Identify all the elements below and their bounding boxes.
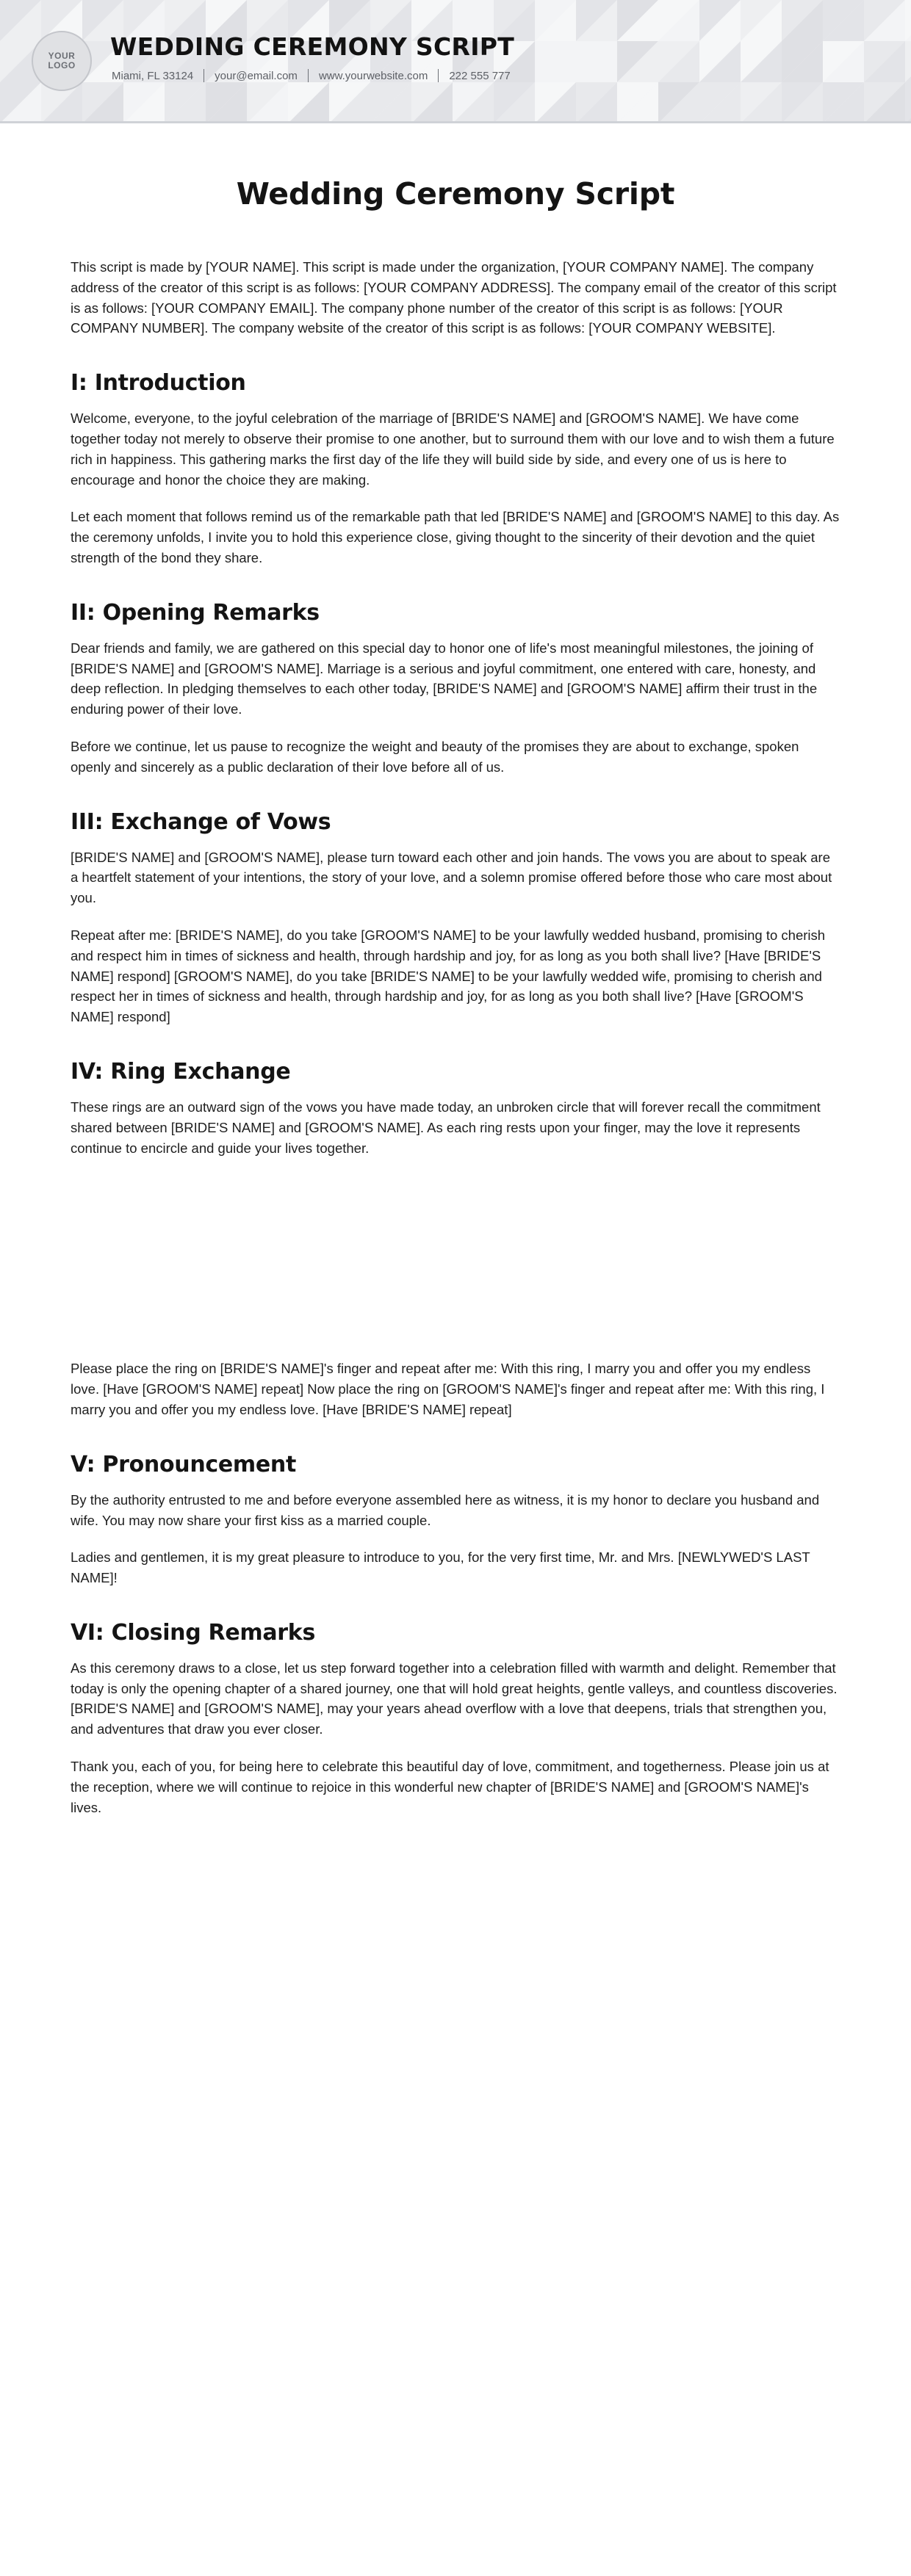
section-paragraph: Repeat after me: [BRIDE'S NAME], do you take [GROOM'S NAME] to be your lawfully wedded husband, promising to cherish and respect him in times of sickness and health, through hardship and joy, for as long as you both shall live? [Have [BRIDE'S NAME] respond] [GROOM'S NAME], do you take [BRIDE'S NAME] to be your lawfully wedded wife, promising to cherish and respect her in times of sickness and health, through hardship and joy, for as long as you both shall live? [Have [GROOM'S NAME] respond]	[71, 927, 826, 1025]
section-heading: IV: Ring Exchange	[71, 1058, 291, 1085]
contact-address: Miami, FL 33124	[112, 69, 194, 82]
pattern-triangle	[905, 41, 911, 82]
section-paragraph: Ladies and gentlemen, it is my great pleasure to introduce to you, for the very first time, Mr. and Mrs. [NEWLYWED'S LAST NAME]!	[71, 1549, 810, 1586]
section-paragraph: By the authority entrusted to me and before everyone assembled here as witness, it is my honor to declare you husband and wife. You may now share your first kiss as a married couple.	[71, 1491, 820, 1528]
intro-paragraph: This script is made by [YOUR NAME]. This script is made under the organization, [YOUR COMPANY NAME]. The company address of the creator of this script is as follows: [YOUR COMPANY ADDRESS]. The company email of the creator of this script is as follows: [YOUR COMPANY EMAIL]. The company phone number of the creator of this script is as follows: [YOUR COMPANY NUMBER]. The company website of the creator of this script is as follows: [YOUR COMPANY WEBSITE].	[71, 259, 837, 336]
section-closing-remarks	[71, 1620, 840, 1818]
contact-separator	[308, 69, 309, 82]
pattern-triangle	[905, 0, 911, 41]
section-paragraph: Let each moment that follows remind us of the remarkable path that led [BRIDE'S NAME] and [GROOM'S NAME] to this day. As the ceremony unfolds, I invite you to hold this experience close, giving thought to the sincerity of their devotion and the quiet strength of the bond they share.	[71, 509, 840, 565]
document-title: Wedding Ceremony Script	[236, 176, 675, 211]
section-exchange-of-vows	[71, 809, 840, 1027]
contact-separator	[438, 69, 439, 82]
company-logo	[32, 31, 92, 91]
section-paragraph: Please place the ring on [BRIDE'S NAME]'s finger and repeat after me: With this ring, I marry you and offer you my endless love. [Have [GROOM'S NAME] repeat] Now place the ring on [GROOM'S NAME]'s finger and repeat after me: With this ring, I marry you and offer you my endless love. [Have [BRIDE'S NAME] repeat]	[71, 1361, 825, 1417]
section-paragraph: Dear friends and family, we are gathered on this special day to honor one of life's most meaningful milestones, the joining of [BRIDE'S NAME] and [GROOM'S NAME]. Marriage is a serious and joyful commitment, one entered with care, honesty, and deep reflection. In pledging themselves to each other today, [BRIDE'S NAME] and [GROOM'S NAME] affirm their trust in the enduring power of their love.	[71, 640, 818, 717]
document-body	[71, 176, 840, 1834]
section-heading: V: Pronouncement	[71, 1451, 297, 1477]
page-break-gap	[71, 1175, 840, 1358]
contact-website: www.yourwebsite.com	[318, 69, 428, 82]
pattern-triangle	[905, 82, 911, 123]
section-paragraph: These rings are an outward sign of the vows you have made today, an unbroken circle that will forever recall the commitment shared between [BRIDE'S NAME] and [GROOM'S NAME]. As each ring rests upon your finger, may the love it represents continue to encircle and guide your lives together.	[71, 1099, 821, 1156]
contact-phone: 222 555 777	[449, 69, 511, 82]
section-opening-remarks	[71, 600, 840, 778]
section-heading: I: Introduction	[71, 370, 246, 397]
section-paragraph: [BRIDE'S NAME] and [GROOM'S NAME], please turn toward each other and join hands. The vows you are about to speak are a heartfelt statement of your intentions, the story of your love, and a solemn promise offered before those who care most about you.	[71, 849, 832, 906]
section-heading: III: Exchange of Vows	[71, 808, 331, 835]
section-paragraph: Before we continue, let us pause to recognize the weight and beauty of the promises they are about to exchange, spoken openly and sincerely as a public declaration of their love before all of us.	[71, 738, 799, 775]
section-paragraph: Welcome, everyone, to the joyful celebration of the marriage of [BRIDE'S NAME] and [GROOM'S NAME]. We have come together today not merely to observe their promise to one another, but to surround them with our love and to wish them a future rich in happiness. This gathering marks the first day of the life they will build side by side, and every one of us is here to encourage and honor the choice they are making.	[71, 410, 835, 488]
contact-row	[112, 69, 511, 82]
section-paragraph: Thank you, each of you, for being here to celebrate this beautiful day of love, commitment, and togetherness. Please join us at the reception, where we will continue to rejoice in this wonderful new chapter of [BRIDE'S NAME] and [GROOM'S NAME]'s lives.	[71, 1759, 829, 1815]
header-triangle-pattern	[0, 0, 911, 123]
contact-email: your@email.com	[215, 69, 298, 82]
section-ring-exchange	[71, 1059, 840, 1420]
document-header	[0, 0, 911, 123]
header-title: WEDDING CEREMONY SCRIPT	[110, 32, 515, 61]
section-paragraph: As this ceremony draws to a close, let us step forward together into a celebration filled with warmth and delight. Remember that today is only the opening chapter of a shared journey, one that will hold great heights, gentle valleys, and countless discoveries. [BRIDE'S NAME] and [GROOM'S NAME], may your years ahead overflow with a love that deepens, trials that strengthen you, and adventures that draw you ever closer.	[71, 1660, 838, 1737]
logo-text: YOUR LOGO	[48, 51, 76, 70]
section-pronouncement	[71, 1452, 840, 1588]
section-introduction	[71, 370, 840, 568]
section-heading: VI: Closing Remarks	[71, 1619, 316, 1646]
section-heading: II: Opening Remarks	[71, 599, 320, 626]
